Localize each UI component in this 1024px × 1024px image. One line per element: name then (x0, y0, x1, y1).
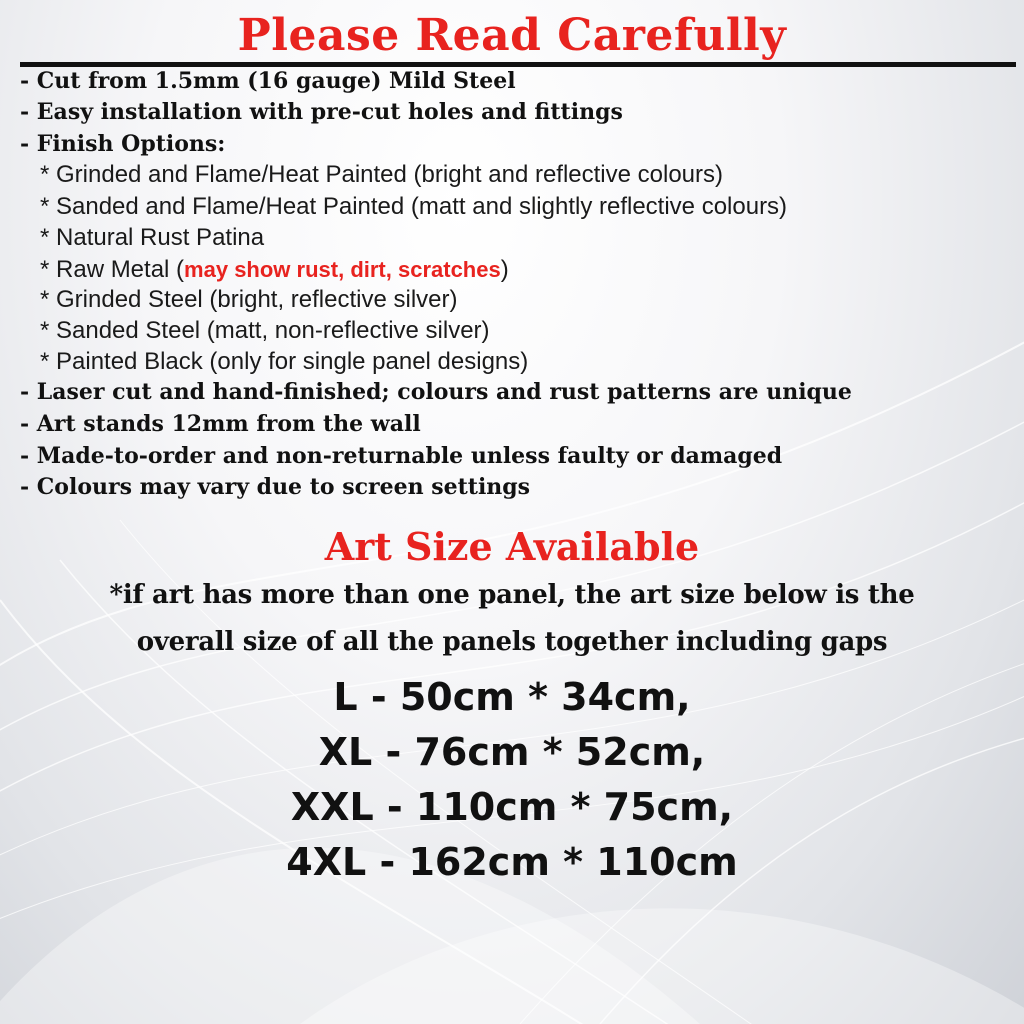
finish-option: * Sanded Steel (matt, non-reflective silver) (40, 317, 490, 344)
title-divider (20, 62, 1016, 67)
sizes-note: overall size of all the panels together including gaps (136, 627, 888, 657)
size-item: L - 50cm * 34cm, (333, 675, 691, 719)
finish-option: * Painted Black (only for single panel designs) (40, 348, 529, 375)
raw-metal-warning: may show rust, dirt, scratches (184, 257, 501, 282)
finish-option-raw-metal (40, 256, 509, 284)
size-item: XXL - 110cm * 75cm, (290, 785, 734, 829)
detail-material: - Cut from 1.5mm (16 gauge) Mild Steel (20, 68, 516, 94)
finish-option: * Sanded and Flame/Heat Painted (matt and slightly reflective colours) (40, 193, 788, 220)
finish-option-close: ) (500, 256, 509, 283)
detail-wall-standoff: - Art stands 12mm from the wall (20, 411, 421, 437)
finish-option: * Natural Rust Patina (40, 224, 265, 251)
detail-returns: - Made-to-order and non-returnable unless faulty or damaged (20, 443, 783, 469)
sizes-heading: Art Size Available (324, 524, 700, 569)
sizes-note: *if art has more than one panel, the art size below is the (109, 580, 915, 610)
detail-colour-note: - Colours may vary due to screen settings (20, 474, 531, 500)
finish-option-label: * Raw Metal ( (40, 256, 185, 283)
detail-installation: - Easy installation with pre-cut holes and fittings (20, 99, 623, 125)
size-item: 4XL - 162cm * 110cm (286, 840, 738, 884)
detail-laser-cut: - Laser cut and hand-finished; colours and rust patterns are unique (20, 379, 852, 405)
detail-finish-heading: - Finish Options: (20, 131, 226, 157)
finish-option: * Grinded and Flame/Heat Painted (bright and reflective colours) (40, 161, 724, 188)
page-title: Please Read Carefully (237, 10, 787, 61)
finish-option: * Grinded Steel (bright, reflective silver) (40, 286, 458, 313)
size-item: XL - 76cm * 52cm, (318, 730, 706, 774)
